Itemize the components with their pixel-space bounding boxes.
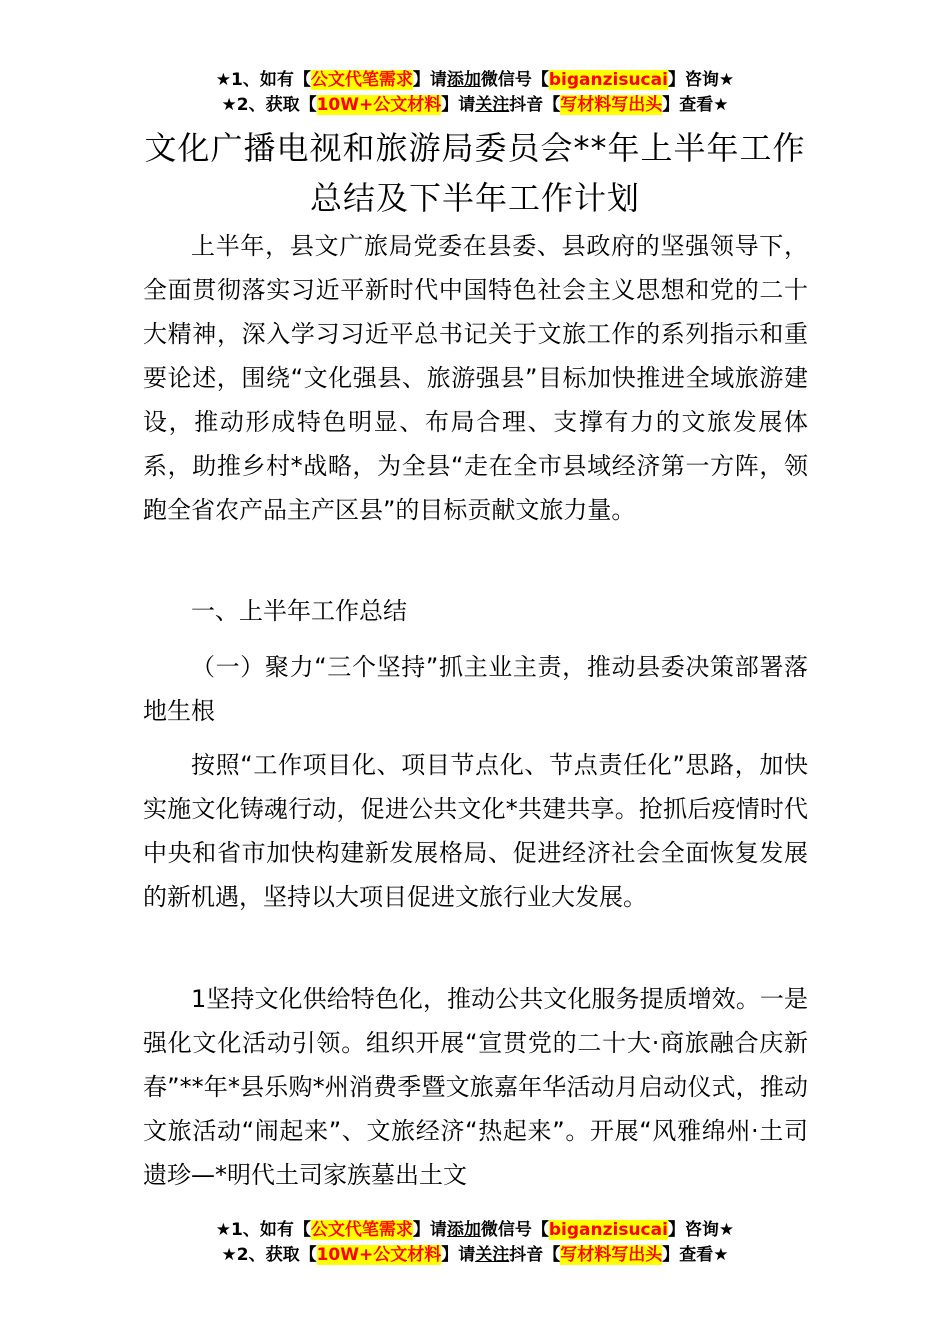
douyin-account: 写材料写出头 <box>560 95 663 115</box>
promo-text: 】请 <box>441 95 476 115</box>
promo-text: 微信号【 <box>480 70 549 90</box>
promo-text: 抖音【 <box>509 95 561 115</box>
document-title: 文化广播电视和旅游局委员会**年上半年工作总结及下半年工作计划 <box>144 129 806 217</box>
promo-line-2 <box>0 1243 950 1268</box>
promo-text: ★1、如有【 <box>215 1220 311 1240</box>
promo-text: ★1、如有【 <box>215 70 311 90</box>
subsection-heading: （一）聚力“三个坚持”抓主业主责，推动县委决策部署落地生根 <box>143 653 808 725</box>
underlined-text: 关注 <box>475 1245 510 1265</box>
underlined-text: 关注 <box>475 95 510 115</box>
promo-line-1 <box>0 1218 950 1243</box>
section-heading: 一、上半年工作总结 <box>191 597 407 625</box>
body-paragraph: 按照“工作项目化、项目节点化、节点责任化”思路，加快实施文化铸魂行动，促进公共文化*共建共享。抢抓后疫情时代中央和省市加快构建新发展格局、促进经济社会全面恢复发展的新机遇，坚持以大项目促进文旅行业大发展。 <box>143 751 808 911</box>
body-paragraph-intro: 上半年，县文广旅局党委在县委、县政府的坚强领导下，全面贯彻落实习近平新时代中国特色社会主义思想和党的二十大精神，深入学习习近平总书记关于文旅工作的系列指示和重要论述，围绕“文化强县、旅游强县”目标加快推进全域旅游建设，推动形成特色明显、布局合理、支撑有力的文旅发展体系，助推乡村*战略，为全县“走在全市县域经济第一方阵，领跑全省农产品主产区县”的目标贡献文旅力量。 <box>143 232 808 524</box>
highlight-text: 公文代笔需求 <box>310 1220 413 1240</box>
promo-text: 】查看★ <box>662 1245 729 1265</box>
promo-text: 抖音【 <box>509 1245 561 1265</box>
underlined-text: 添加 <box>446 70 481 90</box>
highlight-text: 10W+公文材料 <box>316 95 442 115</box>
wechat-id: biganzisucai <box>548 70 668 90</box>
promo-text: 】查看★ <box>662 95 729 115</box>
promo-text: 】请 <box>412 70 447 90</box>
promo-text: 】请 <box>441 1245 476 1265</box>
highlight-text: 公文代笔需求 <box>310 70 413 90</box>
promo-text: 】请 <box>412 1220 447 1240</box>
promo-line-1 <box>0 68 950 93</box>
promo-text: ★2、获取【 <box>221 1245 317 1265</box>
douyin-account: 写材料写出头 <box>560 1245 663 1265</box>
underlined-text: 添加 <box>446 1220 481 1240</box>
promo-line-2 <box>0 93 950 118</box>
highlight-text: 10W+公文材料 <box>316 1245 442 1265</box>
wechat-id: biganzisucai <box>548 1220 668 1240</box>
promo-banner-top <box>0 68 950 118</box>
promo-text: ★2、获取【 <box>221 95 317 115</box>
promo-text: 】咨询★ <box>667 70 735 90</box>
body-paragraph: 1坚持文化供给特色化，推动公共文化服务提质增效。一是强化文化活动引领。组织开展“宣贯党的二十大·商旅融合庆新春”**年*县乐购*州消费季暨文旅嘉年华活动月启动仪式，推动文旅活动“闹起来”、文旅经济“热起来”。开展“风雅绵州·土司遗珍—*明代土司家族墓出土文 <box>143 985 808 1189</box>
promo-text: 】咨询★ <box>667 1220 735 1240</box>
promo-text: 微信号【 <box>480 1220 549 1240</box>
promo-banner-bottom <box>0 1218 950 1268</box>
